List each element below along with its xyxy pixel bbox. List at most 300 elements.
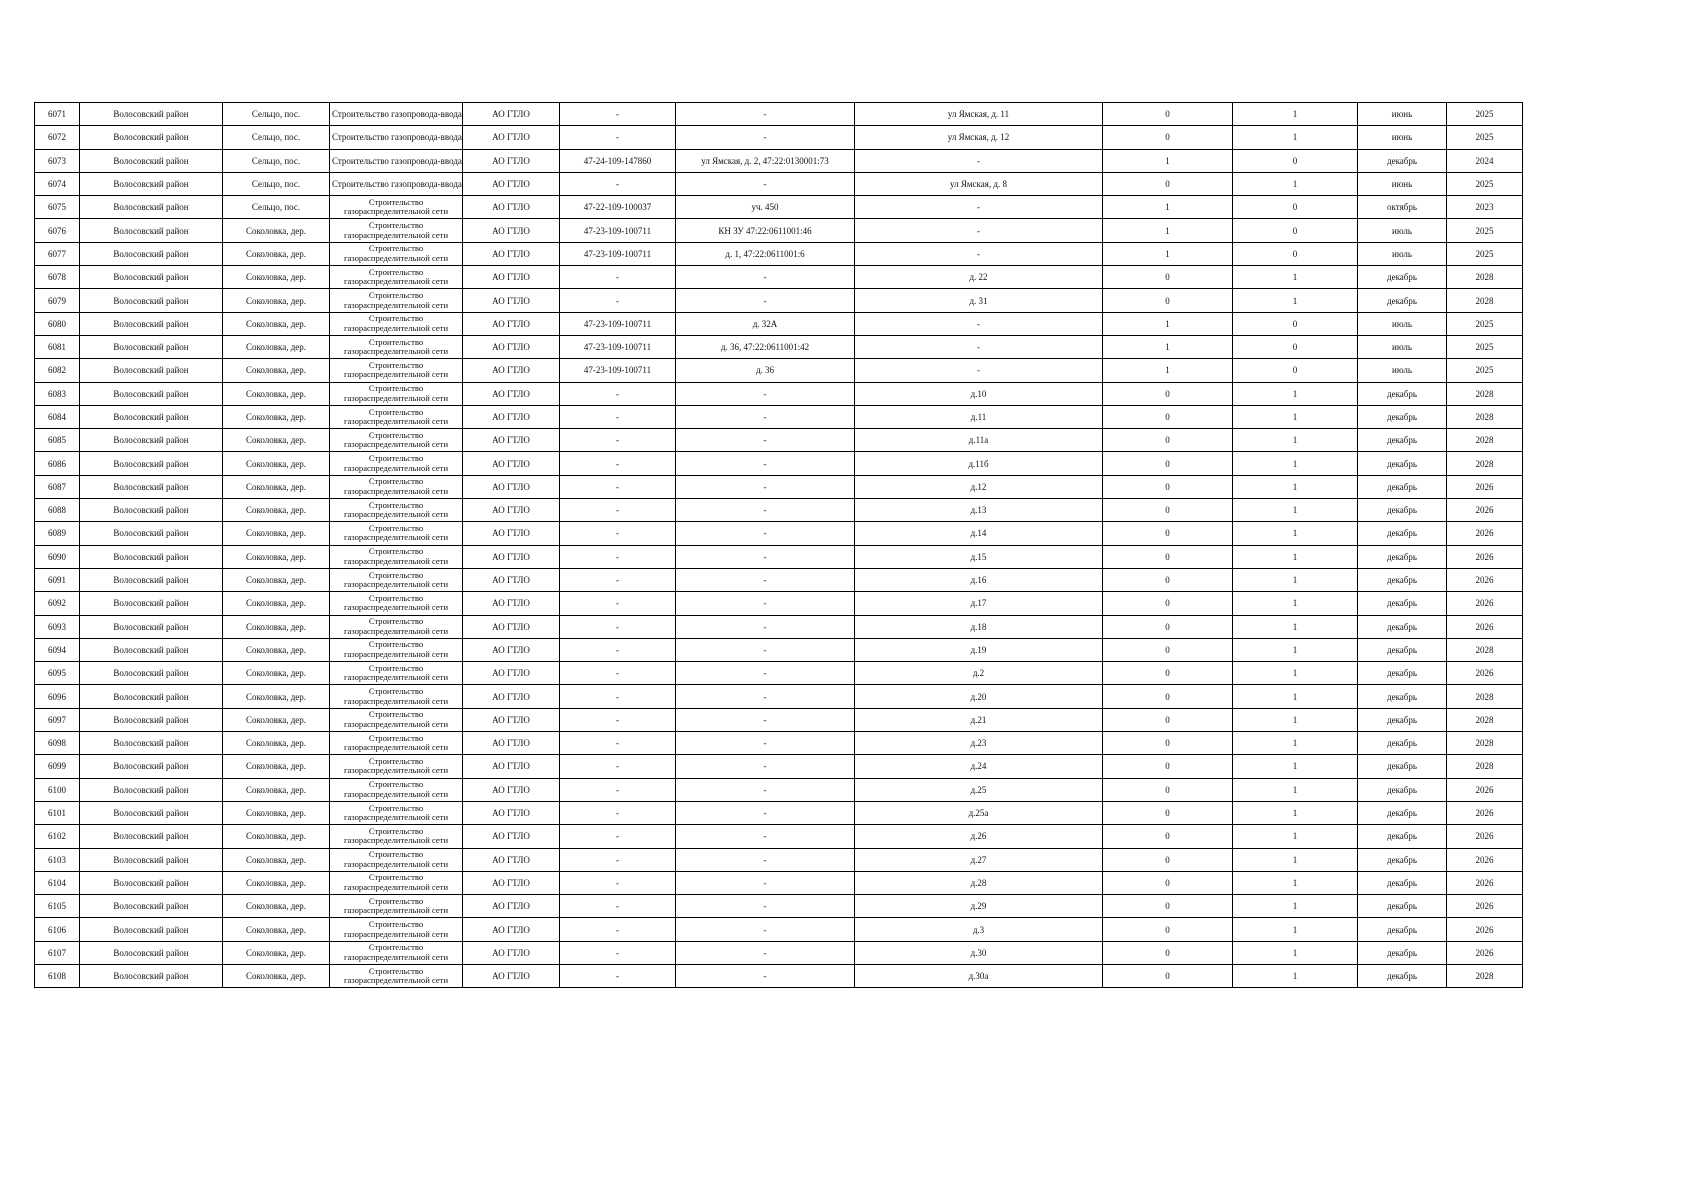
- cell-year: 2023: [1447, 196, 1523, 219]
- cell-district: Волосовский район: [80, 172, 223, 195]
- cell-count-b: 1: [1233, 172, 1358, 195]
- cell-district: Волосовский район: [80, 266, 223, 289]
- cell-count-a: 0: [1103, 475, 1233, 498]
- cell-plot-address: КН ЗУ 47:22:0611001:46: [676, 219, 855, 242]
- cell-year: 2028: [1447, 429, 1523, 452]
- cell-settlement: Соколовка, дер.: [223, 405, 330, 428]
- cell-plot-address: -: [676, 825, 855, 848]
- cell-year: 2026: [1447, 871, 1523, 894]
- cell-count-a: 0: [1103, 848, 1233, 871]
- cell-house-address: ул Ямская, д. 11: [855, 103, 1103, 126]
- cell-count-a: 0: [1103, 382, 1233, 405]
- cell-project-number: -: [560, 732, 676, 755]
- cell-month: декабрь: [1358, 405, 1447, 428]
- cell-project-number: -: [560, 382, 676, 405]
- cell-organization: АО ГТЛО: [463, 662, 560, 685]
- cell-house-address: д.10: [855, 382, 1103, 405]
- cell-year: 2025: [1447, 219, 1523, 242]
- cell-row-number: 6101: [35, 801, 80, 824]
- cell-settlement: Соколовка, дер.: [223, 801, 330, 824]
- cell-month: декабрь: [1358, 685, 1447, 708]
- cell-row-number: 6073: [35, 149, 80, 172]
- cell-year: 2028: [1447, 382, 1523, 405]
- cell-year: 2026: [1447, 662, 1523, 685]
- cell-settlement: Соколовка, дер.: [223, 429, 330, 452]
- cell-count-b: 1: [1233, 964, 1358, 987]
- cell-count-b: 1: [1233, 895, 1358, 918]
- cell-house-address: д.28: [855, 871, 1103, 894]
- cell-plot-address: -: [676, 848, 855, 871]
- cell-settlement: Сельцо, пос.: [223, 172, 330, 195]
- cell-count-a: 0: [1103, 732, 1233, 755]
- cell-settlement: Соколовка, дер.: [223, 685, 330, 708]
- cell-year: 2026: [1447, 568, 1523, 591]
- cell-project-number: -: [560, 964, 676, 987]
- cell-month: декабрь: [1358, 918, 1447, 941]
- cell-count-a: 0: [1103, 755, 1233, 778]
- cell-month: декабрь: [1358, 149, 1447, 172]
- cell-house-address: д.26: [855, 825, 1103, 848]
- cell-plot-address: -: [676, 172, 855, 195]
- cell-settlement: Соколовка, дер.: [223, 732, 330, 755]
- cell-count-a: 1: [1103, 196, 1233, 219]
- cell-plot-address: д. 32А: [676, 312, 855, 335]
- table-body: [35, 103, 1523, 988]
- cell-project-number: -: [560, 638, 676, 661]
- cell-district: Волосовский район: [80, 918, 223, 941]
- cell-district: Волосовский район: [80, 895, 223, 918]
- table-row: [35, 568, 1523, 591]
- cell-house-address: д.2: [855, 662, 1103, 685]
- cell-year: 2026: [1447, 801, 1523, 824]
- cell-year: 2026: [1447, 522, 1523, 545]
- cell-year: 2028: [1447, 708, 1523, 731]
- cell-district: Волосовский район: [80, 592, 223, 615]
- cell-year: 2028: [1447, 964, 1523, 987]
- cell-row-number: 6071: [35, 103, 80, 126]
- cell-district: Волосовский район: [80, 615, 223, 638]
- cell-work-type: Строительство газораспределительной сети: [330, 429, 463, 452]
- cell-district: Волосовский район: [80, 545, 223, 568]
- cell-district: Волосовский район: [80, 219, 223, 242]
- cell-count-a: 1: [1103, 335, 1233, 358]
- cell-organization: АО ГТЛО: [463, 242, 560, 265]
- cell-year: 2026: [1447, 545, 1523, 568]
- cell-district: Волосовский район: [80, 475, 223, 498]
- cell-count-b: 1: [1233, 778, 1358, 801]
- cell-row-number: 6085: [35, 429, 80, 452]
- cell-count-a: 0: [1103, 592, 1233, 615]
- cell-organization: АО ГТЛО: [463, 359, 560, 382]
- cell-house-address: д.27: [855, 848, 1103, 871]
- cell-count-a: 0: [1103, 429, 1233, 452]
- cell-count-a: 1: [1103, 219, 1233, 242]
- cell-count-a: 0: [1103, 126, 1233, 149]
- cell-house-address: д.25: [855, 778, 1103, 801]
- cell-settlement: Соколовка, дер.: [223, 266, 330, 289]
- cell-district: Волосовский район: [80, 359, 223, 382]
- cell-year: 2028: [1447, 452, 1523, 475]
- cell-organization: АО ГТЛО: [463, 172, 560, 195]
- cell-plot-address: -: [676, 685, 855, 708]
- cell-house-address: д.14: [855, 522, 1103, 545]
- cell-project-number: -: [560, 592, 676, 615]
- cell-house-address: д.16: [855, 568, 1103, 591]
- cell-house-address: д.11б: [855, 452, 1103, 475]
- cell-organization: АО ГТЛО: [463, 895, 560, 918]
- cell-count-a: 0: [1103, 638, 1233, 661]
- cell-plot-address: -: [676, 708, 855, 731]
- cell-count-a: 0: [1103, 289, 1233, 312]
- cell-project-number: -: [560, 289, 676, 312]
- cell-district: Волосовский район: [80, 778, 223, 801]
- cell-row-number: 6092: [35, 592, 80, 615]
- cell-month: июнь: [1358, 172, 1447, 195]
- cell-row-number: 6103: [35, 848, 80, 871]
- cell-organization: АО ГТЛО: [463, 732, 560, 755]
- cell-month: декабрь: [1358, 615, 1447, 638]
- cell-project-number: -: [560, 685, 676, 708]
- cell-month: октябрь: [1358, 196, 1447, 219]
- cell-project-number: -: [560, 568, 676, 591]
- cell-project-number: -: [560, 708, 676, 731]
- cell-house-address: д.11: [855, 405, 1103, 428]
- table-row: [35, 126, 1523, 149]
- cell-month: декабрь: [1358, 452, 1447, 475]
- cell-plot-address: -: [676, 405, 855, 428]
- cell-house-address: -: [855, 335, 1103, 358]
- cell-district: Волосовский район: [80, 405, 223, 428]
- cell-project-number: 47-23-109-100711: [560, 312, 676, 335]
- cell-year: 2028: [1447, 732, 1523, 755]
- cell-month: декабрь: [1358, 732, 1447, 755]
- cell-plot-address: -: [676, 499, 855, 522]
- cell-count-a: 0: [1103, 103, 1233, 126]
- cell-work-type: Строительство газораспределительной сети: [330, 568, 463, 591]
- cell-settlement: Соколовка, дер.: [223, 941, 330, 964]
- cell-settlement: Соколовка, дер.: [223, 615, 330, 638]
- cell-organization: АО ГТЛО: [463, 964, 560, 987]
- cell-house-address: д. 31: [855, 289, 1103, 312]
- cell-settlement: Соколовка, дер.: [223, 825, 330, 848]
- cell-organization: АО ГТЛО: [463, 289, 560, 312]
- cell-row-number: 6107: [35, 941, 80, 964]
- cell-row-number: 6102: [35, 825, 80, 848]
- cell-month: декабрь: [1358, 778, 1447, 801]
- cell-work-type: Строительство газораспределительной сети: [330, 941, 463, 964]
- cell-count-a: 0: [1103, 801, 1233, 824]
- cell-district: Волосовский район: [80, 708, 223, 731]
- cell-project-number: -: [560, 126, 676, 149]
- cell-project-number: -: [560, 405, 676, 428]
- table-row: [35, 755, 1523, 778]
- cell-house-address: д.17: [855, 592, 1103, 615]
- cell-settlement: Соколовка, дер.: [223, 452, 330, 475]
- cell-count-a: 0: [1103, 452, 1233, 475]
- cell-organization: АО ГТЛО: [463, 452, 560, 475]
- cell-row-number: 6082: [35, 359, 80, 382]
- cell-plot-address: -: [676, 289, 855, 312]
- cell-plot-address: -: [676, 964, 855, 987]
- cell-count-b: 1: [1233, 103, 1358, 126]
- table-row: [35, 242, 1523, 265]
- cell-house-address: ул Ямская, д. 8: [855, 172, 1103, 195]
- table-row: [35, 895, 1523, 918]
- table-row: [35, 103, 1523, 126]
- table-row: [35, 638, 1523, 661]
- cell-count-b: 0: [1233, 359, 1358, 382]
- table-row: [35, 801, 1523, 824]
- cell-district: Волосовский район: [80, 825, 223, 848]
- cell-settlement: Соколовка, дер.: [223, 242, 330, 265]
- cell-count-a: 0: [1103, 405, 1233, 428]
- cell-year: 2026: [1447, 499, 1523, 522]
- cell-district: Волосовский район: [80, 522, 223, 545]
- cell-work-type: Строительство газораспределительной сети: [330, 732, 463, 755]
- cell-plot-address: д. 36, 47:22:0611001:42: [676, 335, 855, 358]
- cell-settlement: Соколовка, дер.: [223, 499, 330, 522]
- cell-month: декабрь: [1358, 499, 1447, 522]
- cell-district: Волосовский район: [80, 568, 223, 591]
- table-row: [35, 499, 1523, 522]
- table-row: [35, 429, 1523, 452]
- cell-count-a: 0: [1103, 871, 1233, 894]
- cell-settlement: Соколовка, дер.: [223, 289, 330, 312]
- cell-year: 2028: [1447, 289, 1523, 312]
- cell-district: Волосовский район: [80, 499, 223, 522]
- cell-count-a: 0: [1103, 499, 1233, 522]
- cell-month: декабрь: [1358, 662, 1447, 685]
- cell-plot-address: -: [676, 103, 855, 126]
- cell-year: 2028: [1447, 405, 1523, 428]
- cell-plot-address: -: [676, 918, 855, 941]
- cell-house-address: д.20: [855, 685, 1103, 708]
- cell-plot-address: -: [676, 871, 855, 894]
- cell-work-type: Строительство газораспределительной сети: [330, 312, 463, 335]
- cell-settlement: Соколовка, дер.: [223, 848, 330, 871]
- cell-settlement: Соколовка, дер.: [223, 382, 330, 405]
- cell-count-a: 0: [1103, 941, 1233, 964]
- cell-organization: АО ГТЛО: [463, 638, 560, 661]
- cell-month: декабрь: [1358, 848, 1447, 871]
- cell-project-number: 47-22-109-100037: [560, 196, 676, 219]
- cell-settlement: Соколовка, дер.: [223, 778, 330, 801]
- cell-year: 2026: [1447, 941, 1523, 964]
- cell-house-address: д.30а: [855, 964, 1103, 987]
- cell-row-number: 6087: [35, 475, 80, 498]
- cell-count-b: 0: [1233, 242, 1358, 265]
- cell-organization: АО ГТЛО: [463, 522, 560, 545]
- cell-work-type: Строительство газораспределительной сети: [330, 475, 463, 498]
- cell-organization: АО ГТЛО: [463, 755, 560, 778]
- cell-count-a: 0: [1103, 568, 1233, 591]
- cell-month: декабрь: [1358, 964, 1447, 987]
- cell-month: декабрь: [1358, 801, 1447, 824]
- cell-count-b: 1: [1233, 592, 1358, 615]
- cell-settlement: Соколовка, дер.: [223, 359, 330, 382]
- cell-row-number: 6097: [35, 708, 80, 731]
- cell-settlement: Сельцо, пос.: [223, 196, 330, 219]
- cell-house-address: -: [855, 196, 1103, 219]
- cell-settlement: Сельцо, пос.: [223, 103, 330, 126]
- cell-row-number: 6075: [35, 196, 80, 219]
- cell-house-address: д.24: [855, 755, 1103, 778]
- cell-project-number: -: [560, 871, 676, 894]
- cell-work-type: Строительство газораспределительной сети: [330, 685, 463, 708]
- cell-work-type: Строительство газораспределительной сети: [330, 871, 463, 894]
- cell-count-b: 0: [1233, 149, 1358, 172]
- cell-row-number: 6091: [35, 568, 80, 591]
- cell-row-number: 6079: [35, 289, 80, 312]
- cell-house-address: д.29: [855, 895, 1103, 918]
- cell-house-address: д.23: [855, 732, 1103, 755]
- cell-month: декабрь: [1358, 266, 1447, 289]
- table-row: [35, 941, 1523, 964]
- cell-count-a: 0: [1103, 522, 1233, 545]
- cell-organization: АО ГТЛО: [463, 592, 560, 615]
- cell-district: Волосовский район: [80, 755, 223, 778]
- cell-count-b: 0: [1233, 335, 1358, 358]
- cell-year: 2026: [1447, 778, 1523, 801]
- cell-count-b: 1: [1233, 755, 1358, 778]
- cell-house-address: д.11а: [855, 429, 1103, 452]
- table-row: [35, 335, 1523, 358]
- cell-count-b: 1: [1233, 266, 1358, 289]
- cell-work-type: Строительство газораспределительной сети: [330, 266, 463, 289]
- cell-house-address: -: [855, 149, 1103, 172]
- cell-work-type: Строительство газораспределительной сети: [330, 405, 463, 428]
- cell-count-b: 1: [1233, 918, 1358, 941]
- cell-month: декабрь: [1358, 568, 1447, 591]
- cell-work-type: Строительство газопровода-ввода: [330, 103, 463, 126]
- cell-row-number: 6083: [35, 382, 80, 405]
- cell-house-address: д.13: [855, 499, 1103, 522]
- cell-work-type: Строительство газораспределительной сети: [330, 289, 463, 312]
- cell-count-b: 1: [1233, 615, 1358, 638]
- cell-count-b: 1: [1233, 638, 1358, 661]
- cell-house-address: -: [855, 242, 1103, 265]
- cell-row-number: 6077: [35, 242, 80, 265]
- cell-work-type: Строительство газораспределительной сети: [330, 964, 463, 987]
- cell-district: Волосовский район: [80, 289, 223, 312]
- cell-project-number: -: [560, 918, 676, 941]
- cell-month: декабрь: [1358, 755, 1447, 778]
- table-row: [35, 662, 1523, 685]
- table-row: [35, 475, 1523, 498]
- cell-row-number: 6094: [35, 638, 80, 661]
- cell-work-type: Строительство газораспределительной сети: [330, 918, 463, 941]
- cell-work-type: Строительство газопровода-ввода: [330, 126, 463, 149]
- cell-project-number: -: [560, 825, 676, 848]
- cell-month: декабрь: [1358, 638, 1447, 661]
- cell-organization: АО ГТЛО: [463, 405, 560, 428]
- cell-row-number: 6074: [35, 172, 80, 195]
- cell-organization: АО ГТЛО: [463, 312, 560, 335]
- cell-organization: АО ГТЛО: [463, 871, 560, 894]
- cell-count-b: 1: [1233, 126, 1358, 149]
- cell-organization: АО ГТЛО: [463, 103, 560, 126]
- cell-plot-address: уч. 450: [676, 196, 855, 219]
- cell-year: 2028: [1447, 685, 1523, 708]
- cell-count-b: 1: [1233, 848, 1358, 871]
- cell-project-number: -: [560, 266, 676, 289]
- cell-district: Волосовский район: [80, 871, 223, 894]
- cell-settlement: Соколовка, дер.: [223, 335, 330, 358]
- cell-organization: АО ГТЛО: [463, 545, 560, 568]
- cell-house-address: д.25а: [855, 801, 1103, 824]
- cell-count-a: 0: [1103, 662, 1233, 685]
- cell-plot-address: -: [676, 778, 855, 801]
- table-row: [35, 615, 1523, 638]
- table-row: [35, 219, 1523, 242]
- cell-count-a: 1: [1103, 312, 1233, 335]
- table-row: [35, 196, 1523, 219]
- cell-project-number: -: [560, 103, 676, 126]
- cell-work-type: Строительство газораспределительной сети: [330, 778, 463, 801]
- cell-year: 2026: [1447, 918, 1523, 941]
- cell-row-number: 6084: [35, 405, 80, 428]
- table-row: [35, 359, 1523, 382]
- cell-organization: АО ГТЛО: [463, 499, 560, 522]
- cell-organization: АО ГТЛО: [463, 568, 560, 591]
- table-row: [35, 964, 1523, 987]
- cell-month: июнь: [1358, 126, 1447, 149]
- cell-organization: АО ГТЛО: [463, 149, 560, 172]
- cell-count-b: 1: [1233, 452, 1358, 475]
- cell-organization: АО ГТЛО: [463, 941, 560, 964]
- cell-count-b: 1: [1233, 685, 1358, 708]
- cell-plot-address: д. 36: [676, 359, 855, 382]
- cell-count-a: 0: [1103, 778, 1233, 801]
- cell-count-a: 0: [1103, 825, 1233, 848]
- cell-year: 2026: [1447, 615, 1523, 638]
- cell-plot-address: -: [676, 638, 855, 661]
- cell-plot-address: -: [676, 801, 855, 824]
- cell-plot-address: -: [676, 475, 855, 498]
- cell-work-type: Строительство газораспределительной сети: [330, 895, 463, 918]
- cell-row-number: 6080: [35, 312, 80, 335]
- cell-year: 2028: [1447, 755, 1523, 778]
- cell-district: Волосовский район: [80, 452, 223, 475]
- cell-row-number: 6104: [35, 871, 80, 894]
- cell-house-address: д.21: [855, 708, 1103, 731]
- table-row: [35, 825, 1523, 848]
- table-row: [35, 685, 1523, 708]
- cell-month: июль: [1358, 312, 1447, 335]
- table-row: [35, 312, 1523, 335]
- cell-district: Волосовский район: [80, 662, 223, 685]
- cell-district: Волосовский район: [80, 196, 223, 219]
- cell-settlement: Соколовка, дер.: [223, 312, 330, 335]
- cell-count-b: 1: [1233, 825, 1358, 848]
- table-row: [35, 732, 1523, 755]
- cell-settlement: Сельцо, пос.: [223, 126, 330, 149]
- cell-month: декабрь: [1358, 289, 1447, 312]
- table-row: [35, 778, 1523, 801]
- cell-row-number: 6089: [35, 522, 80, 545]
- cell-count-b: 1: [1233, 545, 1358, 568]
- cell-project-number: -: [560, 545, 676, 568]
- cell-project-number: -: [560, 662, 676, 685]
- cell-organization: АО ГТЛО: [463, 335, 560, 358]
- cell-work-type: Строительство газораспределительной сети: [330, 545, 463, 568]
- cell-settlement: Соколовка, дер.: [223, 662, 330, 685]
- cell-plot-address: ул Ямская, д. 2, 47:22:0130001:73: [676, 149, 855, 172]
- cell-month: июль: [1358, 219, 1447, 242]
- cell-month: декабрь: [1358, 941, 1447, 964]
- cell-work-type: Строительство газораспределительной сети: [330, 335, 463, 358]
- cell-district: Волосовский район: [80, 941, 223, 964]
